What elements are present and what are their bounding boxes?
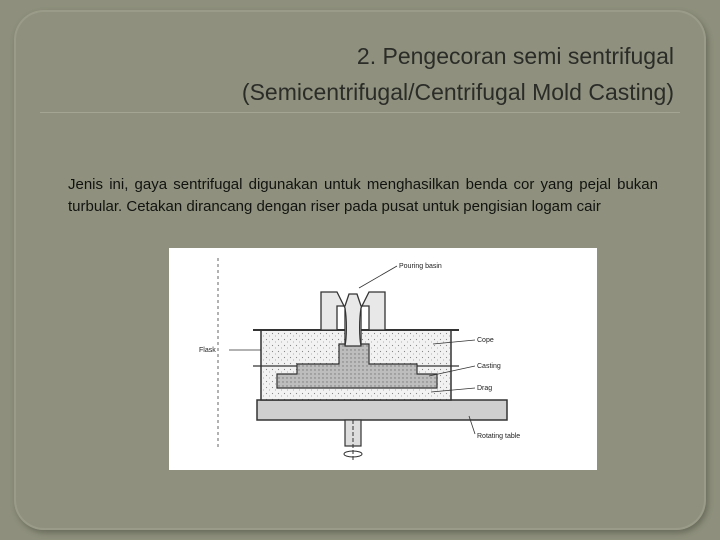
slide-title [114,38,674,110]
diagram-svg [169,248,597,470]
title-divider [40,112,680,113]
title-line-1: 2. Pengecoran semi sentrifugal [356,43,674,69]
label-drag: Drag [477,385,493,392]
label-cope: Cope [477,337,494,344]
label-pouring-basin: Pouring basin [399,263,442,270]
body-paragraph: Jenis ini, gaya sentrifugal digunakan untuk menghasilkan benda cor yang pejal bukan turbular. Cetakan dirancang dengan riser pada pusat untuk pengisian logam cair [68,176,658,215]
title-line-2: (Semicentrifugal/Centrifugal Mold Casting) [241,79,674,105]
label-flask: Flask [199,347,216,354]
label-rotating-table: Rotating table [477,433,521,440]
label-casting: Casting [477,363,501,370]
casting-diagram [169,248,597,470]
